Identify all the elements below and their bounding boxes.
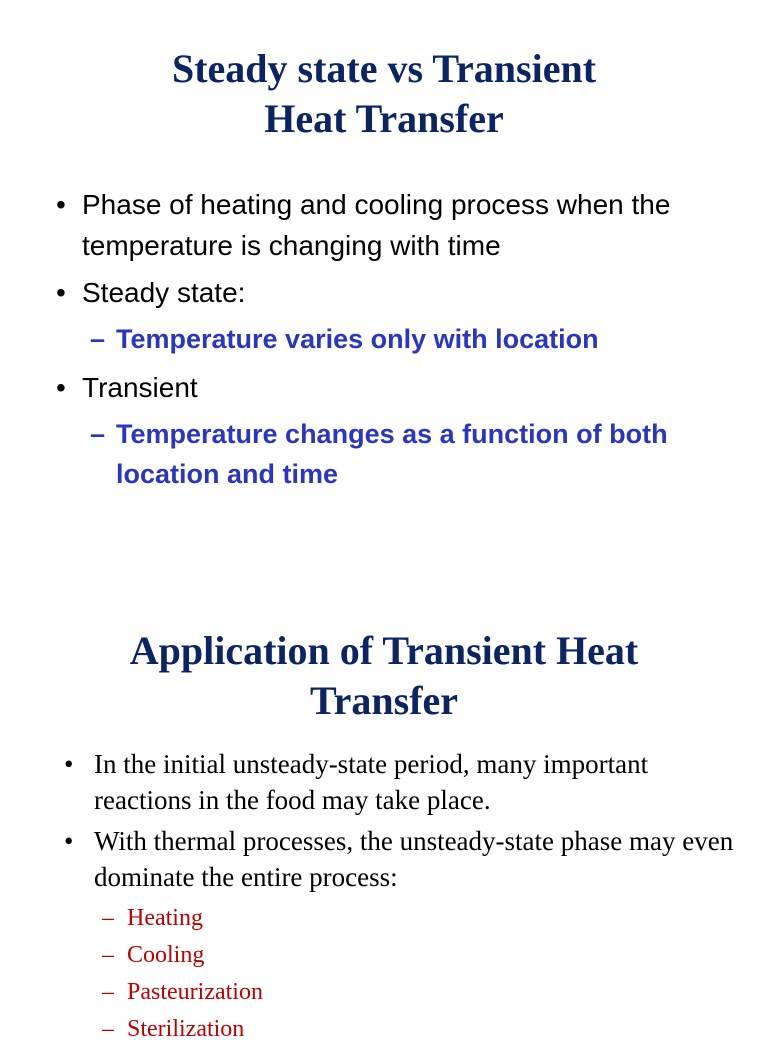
dash-marker: – [102,905,114,931]
subbullet-text: Temperature changes as a function of both location and time [116,419,668,489]
dash-marker: – [90,324,106,354]
slide1-bullet-list [56,184,756,502]
dash-marker: – [102,1016,114,1042]
slide2-subitem-sterilization [64,1011,744,1048]
slide1-bullet-phase [56,184,756,266]
slide1-subbullet-steady-state [56,319,756,359]
bullet-text: In the initial unsteady-state period, many important reactions in the food may take place. [94,749,649,815]
slide1-bullet-steady-state [56,272,756,313]
slide2-bullet-thermal-processes [64,823,744,895]
bullet-marker: • [56,372,66,403]
bullet-text: Transient [82,372,198,403]
slide1-title [0,44,768,144]
slide1-bullet-transient [56,367,756,408]
subitem-text: Heating [127,905,203,931]
bullet-text: With thermal processes, the unsteady-state phase may even dominate the entire process: [94,826,734,892]
subitem-text: Pasteurization [127,979,263,1005]
slide2-bullet-list [64,746,744,1048]
bullet-marker: • [56,277,66,308]
slide2-subitem-pasteurization [64,974,744,1011]
dash-marker: – [102,942,114,968]
subbullet-text: Temperature varies only with location [116,324,599,354]
slide-application-transient [0,600,768,1042]
subitem-text: Sterilization [127,1016,245,1042]
bullet-marker: • [56,189,66,220]
slide2-subitem-cooling [64,937,744,974]
slide2-title [0,626,768,726]
slide1-subbullet-transient [56,414,756,494]
slide1-title-line2: Heat Transfer [264,96,504,141]
subitem-text: Cooling [127,942,205,968]
slide1-title-line1: Steady state vs Transient [171,46,597,91]
bullet-text: Phase of heating and cooling process when the temperature is changing with time [82,189,671,261]
dash-marker: – [90,419,106,449]
bullet-marker: • [64,749,74,779]
slide2-bullet-initial-period [64,746,744,818]
slide2-title-line1: Application of Transient Heat [129,628,639,673]
bullet-marker: • [64,826,74,856]
dash-marker: – [102,979,114,1005]
slide2-subitem-heating [64,900,744,937]
bullet-text: Steady state: [82,277,246,308]
slide2-title-line2: Transfer [309,678,459,723]
